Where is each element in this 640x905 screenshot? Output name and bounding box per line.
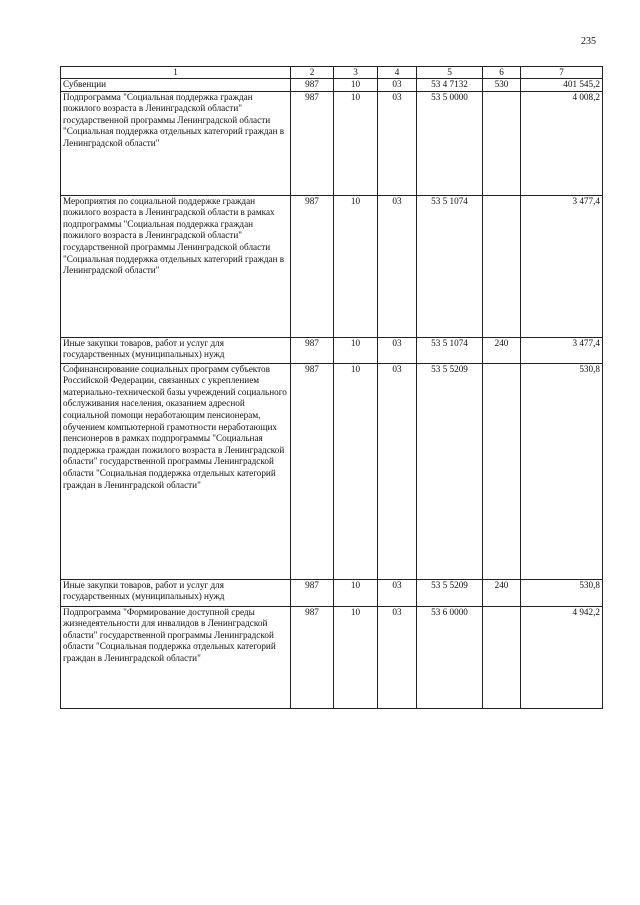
cell-subsection: 03 [378, 606, 417, 708]
cell-amount: 3 477,4 [521, 195, 603, 337]
cell-target-code: 53 6 0000 [417, 606, 483, 708]
cell-amount: 4 942,2 [521, 606, 603, 708]
cell-subsection: 03 [378, 579, 417, 606]
cell-ministry: 987 [291, 579, 334, 606]
cell-ministry: 987 [291, 337, 334, 363]
cell-section: 10 [334, 579, 378, 606]
table-row [61, 363, 603, 579]
table-row [61, 195, 603, 337]
cell-expense-type [483, 195, 521, 337]
row-name: Софинансирование социальных программ субъектов Российской Федерации, связанных с укреплением материально-технической базы учреждений социального обслуживания населения, оказанием адресной социальной помощи неработающим пенсионерам, обучением компьютерной грамотности неработающих пенсионеров в рамках подпрограммы "Социальная поддержка граждан пожилого возраста в Ленинградской области" государственной программы Ленинградской области "Социальная поддержка отдельных категорий граждан в Ленинградской области" [61, 363, 291, 579]
cell-target-code: 53 5 5209 [417, 363, 483, 579]
page-number: 235 [581, 36, 596, 47]
cell-amount: 401 545,2 [521, 79, 603, 92]
cell-ministry: 987 [291, 195, 334, 337]
table-row [61, 91, 603, 195]
cell-subsection: 03 [378, 91, 417, 195]
table-row [61, 337, 603, 363]
cell-ministry: 987 [291, 91, 334, 195]
cell-target-code: 53 5 1074 [417, 337, 483, 363]
budget-table [60, 66, 603, 709]
cell-ministry: 987 [291, 606, 334, 708]
cell-expense-type [483, 363, 521, 579]
cell-target-code: 53 5 5209 [417, 579, 483, 606]
column-header: 3 [334, 67, 378, 79]
cell-subsection: 03 [378, 195, 417, 337]
cell-section: 10 [334, 363, 378, 579]
row-name: Подпрограмма "Социальная поддержка граждан пожилого возраста в Ленинградской области" государственной программы Ленинградской области "Социальная поддержка отдельных категорий граждан в Ленинградской области" [61, 91, 291, 195]
column-header: 7 [521, 67, 603, 79]
cell-target-code: 53 5 0000 [417, 91, 483, 195]
cell-target-code: 53 4 7132 [417, 79, 483, 92]
column-header: 5 [417, 67, 483, 79]
table-row [61, 606, 603, 708]
cell-expense-type [483, 606, 521, 708]
table-row [61, 579, 603, 606]
cell-ministry: 987 [291, 363, 334, 579]
table-row [61, 79, 603, 92]
cell-amount: 3 477,4 [521, 337, 603, 363]
column-header: 2 [291, 67, 334, 79]
cell-target-code: 53 5 1074 [417, 195, 483, 337]
cell-section: 10 [334, 337, 378, 363]
cell-section: 10 [334, 79, 378, 92]
column-header: 6 [483, 67, 521, 79]
cell-expense-type [483, 91, 521, 195]
cell-amount: 4 008,2 [521, 91, 603, 195]
row-name: Иные закупки товаров, работ и услуг для государственных (муниципальных) нужд [61, 579, 291, 606]
cell-subsection: 03 [378, 337, 417, 363]
cell-section: 10 [334, 91, 378, 195]
row-name: Субвенции [61, 79, 291, 92]
cell-subsection: 03 [378, 363, 417, 579]
cell-section: 10 [334, 606, 378, 708]
cell-subsection: 03 [378, 79, 417, 92]
cell-expense-type: 240 [483, 579, 521, 606]
cell-expense-type: 240 [483, 337, 521, 363]
cell-amount: 530,8 [521, 579, 603, 606]
table-header-row [61, 67, 603, 79]
column-header: 1 [61, 67, 291, 79]
row-name: Подпрограмма "Формирование доступной среды жизнедеятельности для инвалидов в Ленинградской области" государственной программы Ленинградской области "Социальная поддержка отдельных категорий граждан в Ленинградской области" [61, 606, 291, 708]
cell-section: 10 [334, 195, 378, 337]
cell-ministry: 987 [291, 79, 334, 92]
row-name: Мероприятия по социальной поддержке граждан пожилого возраста в Ленинградской области в рамках подпрограммы "Социальная поддержка граждан пожилого возраста в Ленинградской области" государственной программы Ленинградской области "Социальная поддержка отдельных категорий граждан в Ленинградской области" [61, 195, 291, 337]
row-name: Иные закупки товаров, работ и услуг для государственных (муниципальных) нужд [61, 337, 291, 363]
column-header: 4 [378, 67, 417, 79]
cell-expense-type: 530 [483, 79, 521, 92]
cell-amount: 530,8 [521, 363, 603, 579]
